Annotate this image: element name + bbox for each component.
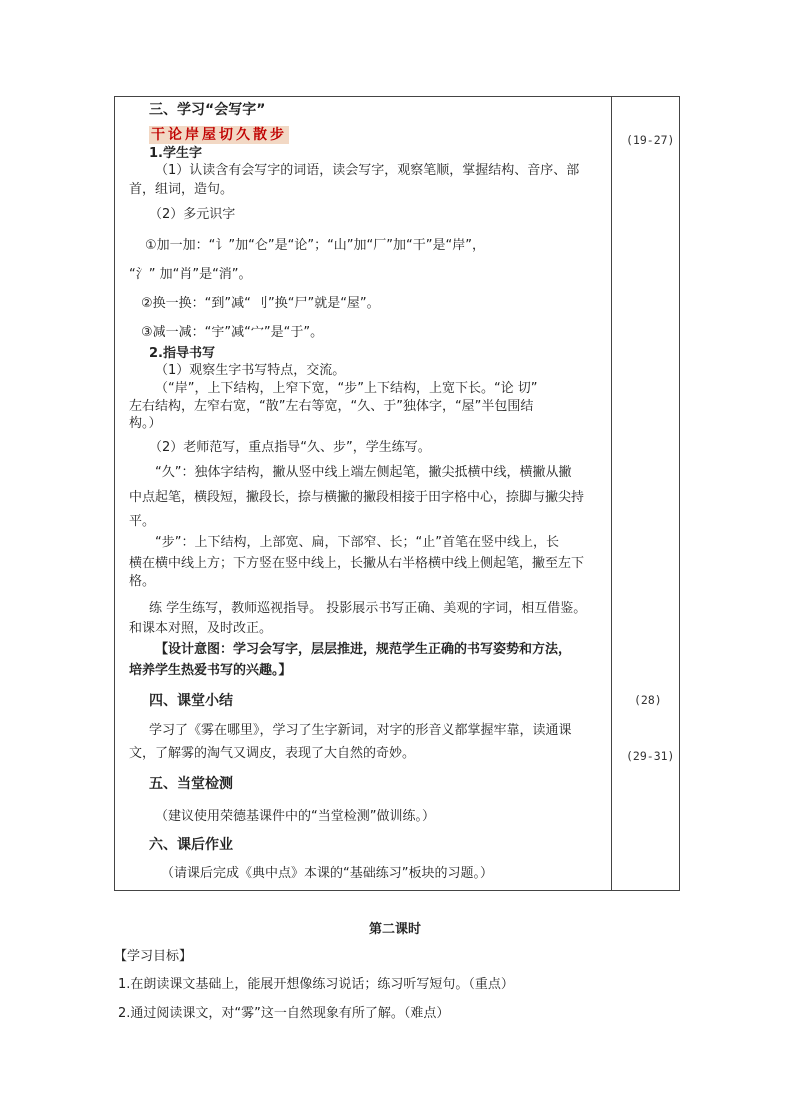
- writing-characters: 干论岸屋切久散步: [151, 127, 287, 143]
- sub1-para1a: （1）认读含有会写字的词语，读会写字，观察笔顺，掌握结构、音序、部: [155, 163, 580, 178]
- learning-goal-1: 1.在朗读课文基础上，能展开想像练习说话；练习听写短句。（重点）: [118, 977, 514, 992]
- sub1-para1b: 首，组词，造句。: [129, 182, 234, 197]
- homework-text: （请课后完成《典中点》本课的“基础练习”板块的习题。）: [161, 866, 493, 881]
- method-add-b: “氵” 加“肖”是“消”。: [129, 267, 252, 282]
- jiu-guide-a: “久”：独体字结构，撇从竖中线上端左侧起笔，撇尖抵横中线，横撇从撇: [155, 465, 572, 480]
- time-column: [612, 97, 679, 890]
- sub2-para3: （2）老师范写，重点指导“久、步”，学生练写。: [149, 440, 431, 455]
- learning-goals-heading: 【学习目标】: [114, 949, 193, 964]
- time-note-28: (28): [634, 693, 662, 707]
- learning-goal-2: 2.通过阅读课文，对“雾”这一自然现象有所了解。（难点）: [118, 1006, 450, 1021]
- time-note-29-31: (29-31): [626, 749, 675, 763]
- summary-a: 学习了《雾在哪里》，学习了生字新词，对字的形音义都掌握牢靠，读通课: [149, 723, 572, 738]
- design-intent-a: 【设计意图：学习会写字，层层推进，规范学生正确的书写姿势和方法，: [155, 642, 572, 657]
- lesson-table: [114, 96, 680, 891]
- method-swap: ②换一换：“到”减“ 刂”换“尸”就是“屋”。: [141, 296, 380, 311]
- sub1-title: 1.学生字: [149, 146, 202, 161]
- practice-b: 和课本对照，及时改正。: [129, 621, 273, 636]
- sub2-title: 2.指导书写: [149, 346, 215, 361]
- sub1-para2: （2）多元识字: [149, 207, 236, 222]
- method-subtract: ③减一减：“宇”减“宀”是“于”。: [141, 325, 324, 340]
- bu-guide-b: 横在横中线上方；下方竖在竖中线上，长撇从右半格横中线上侧起笔，撇至左下: [129, 556, 585, 571]
- sub2-para2c: 构。）: [129, 416, 162, 431]
- lesson2-title: 第二课时: [368, 922, 421, 937]
- sub2-para1: （1）观察生字书写特点，交流。: [155, 363, 346, 378]
- time-note-19-27: (19-27): [626, 133, 675, 147]
- method-add-a: ①加一加：“讠”加“仑”是“论”；“山”加“厂”加“干”是“岸”，: [145, 238, 485, 253]
- sub2-para2a: （“岸”，上下结构，上窄下宽，“步”上下结构，上宽下长。“论 切”: [155, 381, 538, 396]
- jiu-guide-b: 中点起笔，横段短，撇段长，捺与横撇的撇段相接于田字格中心，捺脚与撇尖持: [129, 490, 585, 505]
- section6-title: 六、课后作业: [149, 837, 233, 853]
- section3-title: 三、学习“会写字”: [149, 102, 266, 118]
- jiu-guide-c: 平。: [129, 514, 156, 529]
- design-intent-b: 培养学生热爱书写的兴趣。】: [129, 663, 292, 678]
- sub2-para2b: 左右结构，左窄右宽，“散”左右等宽，“久、于”独体字，“屋”半包围结: [129, 399, 534, 414]
- practice-a: 练 学生练写，教师巡视指导。 投影展示书写正确、美观的字词，相互借鉴。: [149, 601, 587, 616]
- bu-guide-c: 格。: [129, 574, 156, 589]
- content-column: [115, 97, 611, 890]
- summary-b: 文，了解雾的淘气又调皮，表现了大自然的奇妙。: [129, 746, 416, 761]
- section5-title: 五、当堂检测: [149, 776, 233, 792]
- section4-title: 四、课堂小结: [149, 693, 233, 709]
- check-text: （建议使用荣德基课件中的“当堂检测”做训练。）: [155, 809, 435, 824]
- bu-guide-a: “步”：上下结构，上部宽、扁，下部窄、长；“止”首笔在竖中线上，长: [155, 535, 559, 550]
